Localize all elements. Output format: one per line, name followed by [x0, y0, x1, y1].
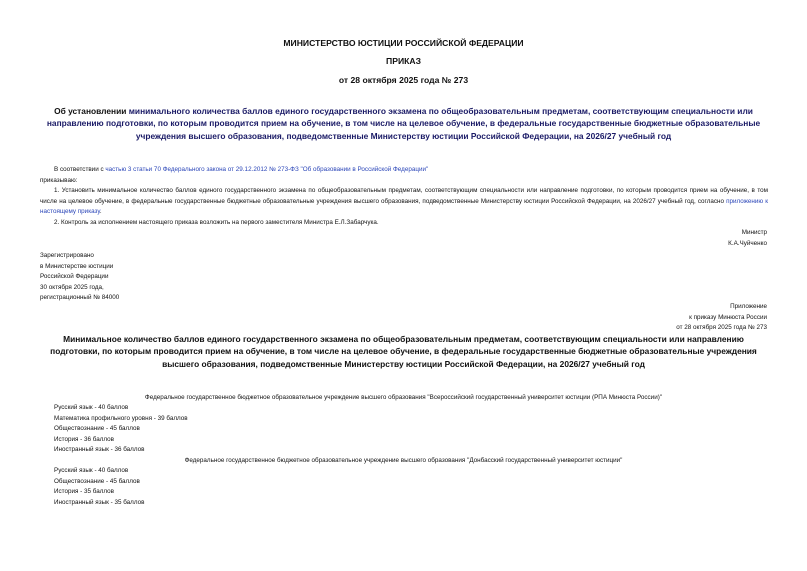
- order-title-highlight: минимального количества баллов единого государственного экзамена по общеобразовательным предметам, соответствующим специальности или направлению подготовки, по которым проводится прием на обучение, в том числе на целевое обучение, в федеральные государственные бюджетные образовательные учреждения высшего образования, подведомственные Министерству юстиции Российской Федерации, на 2026/27 учебный год: [46, 106, 761, 141]
- registration-line: регистрационный № 84000: [40, 294, 120, 301]
- list-item: Русский язык - 40 баллов: [54, 467, 129, 474]
- registration-line: в Министерстве юстиции: [40, 262, 114, 270]
- list-item: Математика профильного уровня - 39 баллов: [54, 414, 188, 422]
- registration-line: 30 октября 2025 года,: [40, 283, 104, 291]
- list-item: Обществознание - 45 баллов: [54, 477, 140, 485]
- institution-2-name: Федеральное государственное бюджетное образовательное учреждение высшего образования "Донбасский государственный университет юстиции": [184, 457, 623, 464]
- law-link[interactable]: частью 3 статьи 70 Федерального закона от 29.12.2012 № 273-ФЗ "Об образовании в Российской Федерации": [105, 166, 429, 173]
- appendix-ref-line: Приложение: [730, 303, 767, 310]
- appendix-title: Минимальное количество баллов единого государственного экзамена по общеобразовательным предметам, соответствующим специальности или направлению подготовки, по которым проводится прием на обучение, в том числе на целевое обучение, в федеральные государственные бюджетные образовательные учреждения высшего образования, подведомственные Министерству юстиции Российской Федерации, на 2026/27 учебный год: [50, 334, 757, 369]
- order-item-1: [40, 186, 768, 218]
- intro-prefix: В соответствии с: [54, 166, 106, 173]
- appendix-ref-line: к приказу Минюста России: [689, 313, 767, 321]
- registration-block: [40, 251, 119, 304]
- registration-line: Российской Федерации: [40, 273, 109, 280]
- appendix-ref-line: от 28 октября 2025 года № 273: [676, 324, 767, 331]
- ministry-heading: МИНИСТЕРСТВО ЮСТИЦИИ РОССИЙСКОЙ ФЕДЕРАЦИИ: [283, 38, 524, 48]
- signature-block: [728, 228, 767, 249]
- list-item: История - 36 баллов: [54, 435, 114, 443]
- order-item-2: 2. Контроль за исполнением настоящего приказа возложить на первого заместителя Министра Е.Л.Забарчука.: [54, 219, 379, 226]
- signature-position: Министр: [741, 229, 767, 236]
- order-word: приказываю:: [40, 177, 78, 184]
- list-item: Русский язык - 40 баллов: [54, 404, 129, 411]
- order-date-number: от 28 октября 2025 года № 273: [338, 75, 469, 85]
- appendix-link[interactable]: приложению к настоящему приказу: [40, 197, 768, 215]
- order-title: [40, 105, 767, 142]
- list-item: Обществознание - 45 баллов: [54, 425, 140, 433]
- order-item-1-end: .: [99, 208, 102, 215]
- order-title-prefix: Об установлении: [54, 106, 129, 116]
- registration-line: Зарегистрировано: [40, 252, 94, 259]
- appendix-reference: [676, 302, 767, 334]
- institution-1-subjects: [54, 403, 188, 456]
- institution-2-subjects: [54, 466, 144, 508]
- signature-name: К.А.Чуйченко: [728, 239, 767, 247]
- doc-type-heading: ПРИКАЗ: [386, 56, 421, 66]
- list-item: История - 35 баллов: [54, 488, 114, 496]
- list-item: Иностранный язык - 36 баллов: [54, 446, 145, 454]
- list-item: Иностранный язык - 35 баллов: [54, 498, 145, 506]
- institution-1-name: Федеральное государственное бюджетное образовательное учреждение высшего образования "Всероссийский государственный университет юстиции (РПА Минюста России)": [144, 394, 663, 401]
- order-item-1-text: 1. Установить минимальное количество баллов единого государственного экзамена по общеобразовательным предметам, соответствующим специальности или направление подготовки, по которым проводится прием на обучение, в том числе на целевое обучение, в федеральные государственные бюджетные образовательные учреждения высшего образования, подведомственные Министерству юстиции Российской Федерации, на 2026/27 учебный год, согласно: [40, 187, 768, 205]
- intro-paragraph: [54, 165, 428, 176]
